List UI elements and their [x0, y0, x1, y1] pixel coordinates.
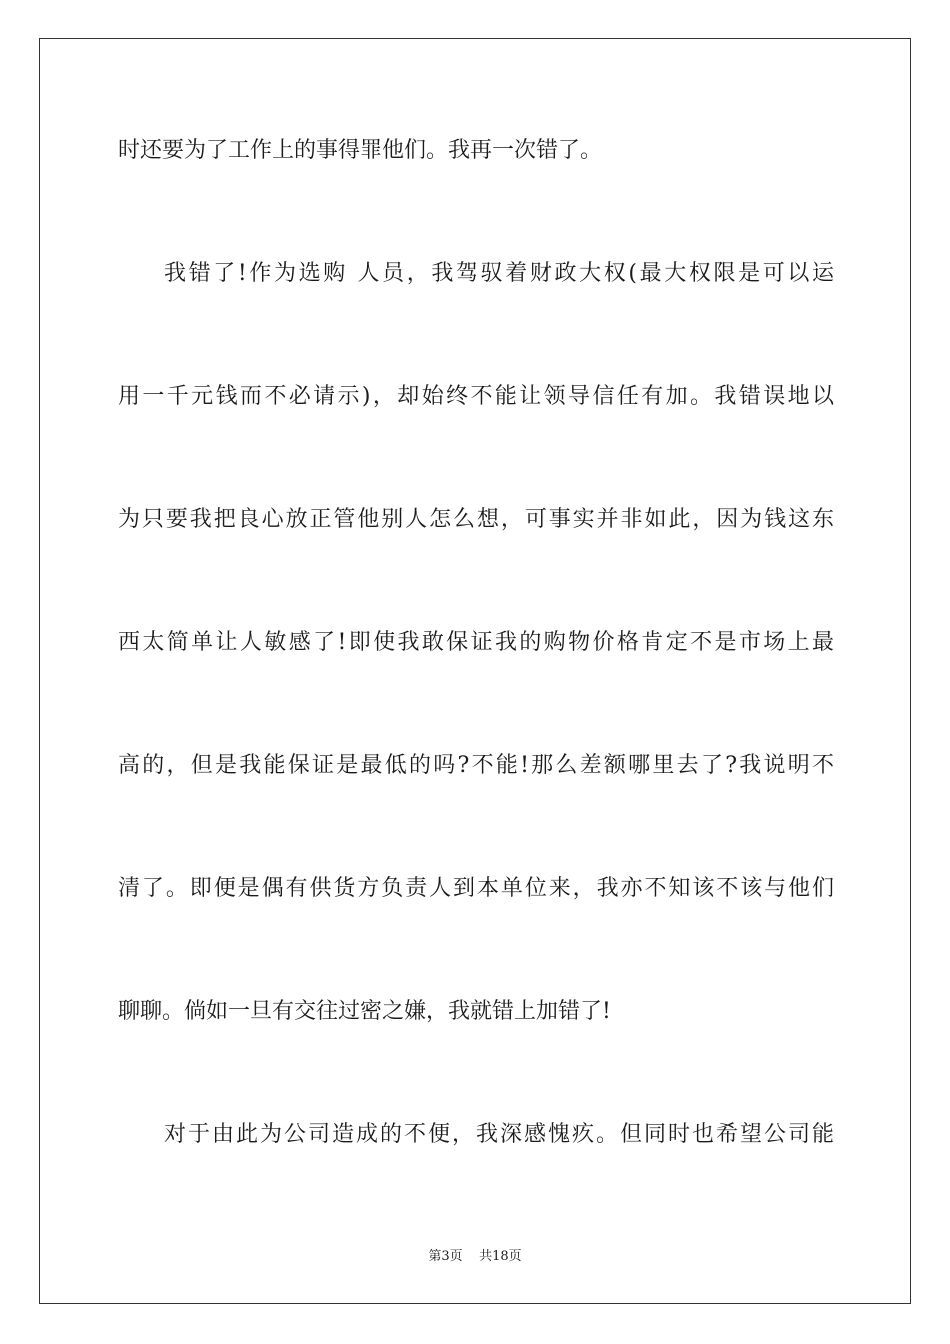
- paragraph-start-line: 我错了!作为选购 人员，我驾驭着财政大权(最大权限是可以运: [164, 261, 834, 286]
- text-line: 高的，但是我能保证是最低的吗?不能!那么差额哪里去了?我说明不: [118, 753, 834, 778]
- text-line: 西太简单让人敏感了!即使我敢保证我的购物价格肯定不是市场上最: [118, 630, 834, 655]
- text-line: 用一千元钱而不必请示)，却始终不能让领导信任有加。我错误地以: [118, 384, 834, 409]
- page-border: [39, 38, 911, 1304]
- text-line: 清了。即便是偶有供货方负责人到本单位来，我亦不知该不该与他们: [118, 876, 834, 901]
- text-line: 为只要我把良心放正管他别人怎么想，可事实并非如此，因为钱这东: [118, 507, 834, 532]
- page-number: 第3页: [428, 1249, 463, 1264]
- text-line: 聊聊。倘如一旦有交往过密之嫌，我就错上加错了!: [118, 999, 611, 1024]
- paragraph-start-line: 对于由此为公司造成的不便，我深感愧疚。但同时也希望公司能: [164, 1122, 834, 1147]
- page-footer: [0, 1248, 950, 1266]
- text-line: 时还要为了工作上的事得罪他们。我再一次错了。: [118, 138, 603, 163]
- total-pages: 共18页: [479, 1249, 522, 1264]
